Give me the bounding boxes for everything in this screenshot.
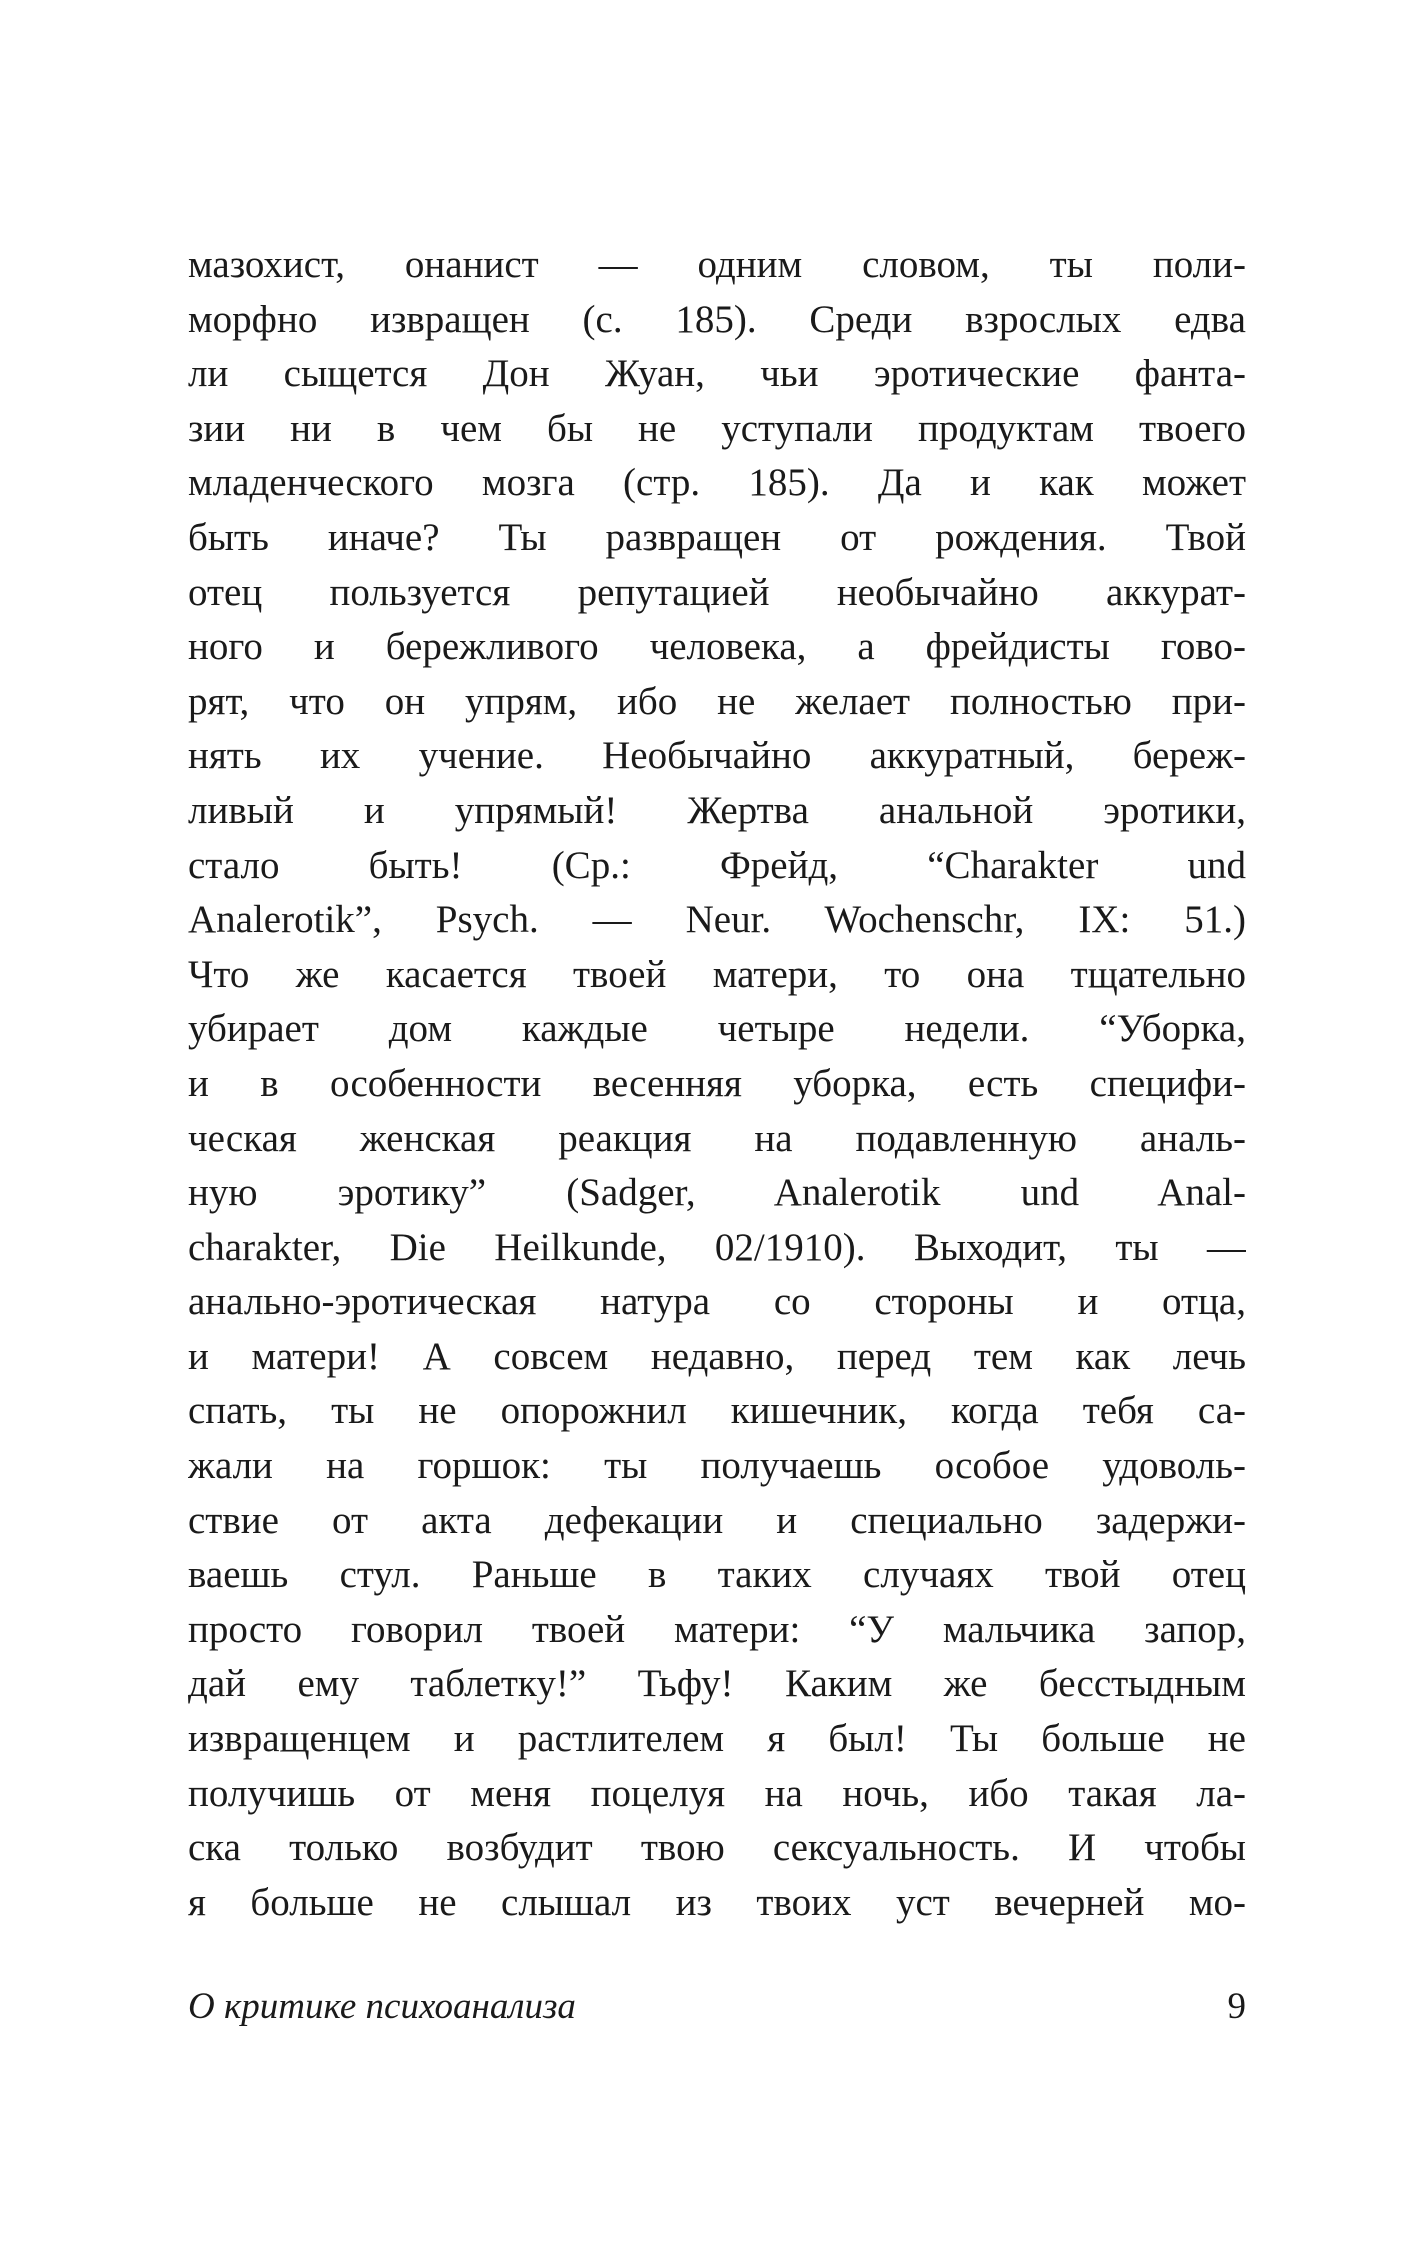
text-line: я больше не слышал из твоих уст вечерней мо- <box>188 1880 1246 1924</box>
text-line: просто говорил твоей матери: “У мальчика запор, <box>188 1607 1246 1651</box>
text-line: нять их учение. Необычайно аккуратный, береж- <box>188 734 1246 778</box>
text-line: и матери! А совсем недавно, перед тем как лечь <box>188 1334 1246 1378</box>
text-line: ваешь стул. Раньше в таких случаях твой отец <box>188 1553 1246 1597</box>
text-line: извращенцем и растлителем я был! Ты больше не <box>188 1717 1246 1761</box>
running-title: О критике психоанализа <box>188 1986 576 2027</box>
text-line: Что же касается твоей матери, то она тщательно <box>188 952 1246 996</box>
text-line: и в особенности весенняя уборка, есть специфи- <box>188 1061 1246 1105</box>
text-line: ливый и упрямый! Жертва анальной эротики, <box>188 788 1246 832</box>
page-number: 9 <box>1227 1986 1246 2027</box>
text-line: быть иначе? Ты развращен от рождения. Твой <box>188 515 1246 559</box>
text-line: ствие от акта дефекации и специально задержи- <box>188 1498 1246 1542</box>
text-line: ска только возбудит твою сексуальность. И чтобы <box>188 1826 1246 1870</box>
text-line: отец пользуется репутацией необычайно аккурат- <box>188 570 1246 614</box>
text-line: зии ни в чем бы не уступали продуктам твоего <box>188 406 1246 450</box>
page-footer <box>188 1982 1246 2032</box>
text-line: ную эротику” (Sadger, Analerotik und Anal- <box>188 1171 1246 1215</box>
text-line: ного и бережливого человека, а фрейдисты гово- <box>188 625 1246 669</box>
text-line: жали на горшок: ты получаешь особое удоволь- <box>188 1444 1246 1488</box>
text-line: рят, что он упрям, ибо не желает полностью при- <box>188 679 1246 723</box>
text-line: убирает дом каждые четыре недели. “Уборка, <box>188 1007 1246 1051</box>
text-line: ческая женская реакция на подавленную аналь- <box>188 1116 1246 1160</box>
text-line: анально-эротическая натура со стороны и отца, <box>188 1280 1246 1324</box>
text-line: Analerotik”, Psych. — Neur. Wochenschr, IX: 51.) <box>188 898 1246 942</box>
text-line: charakter, Die Heilkunde, 02/1910). Выходит, ты — <box>188 1225 1246 1269</box>
body-text <box>188 238 1246 1930</box>
text-line: ли сыщется Дон Жуан, чьи эротические фанта- <box>188 352 1246 396</box>
text-line: получишь от меня поцелуя на ночь, ибо такая ла- <box>188 1771 1246 1815</box>
text-line: морфно извращен (с. 185). Среди взрослых едва <box>188 297 1246 341</box>
text-line: младенческого мозга (стр. 185). Да и как может <box>188 461 1246 505</box>
text-line: стало быть! (Ср.: Фрейд, “Charakter und <box>188 843 1246 887</box>
text-line: мазохист, онанист — одним словом, ты поли- <box>188 243 1246 286</box>
text-line: дай ему таблетку!” Тьфу! Каким же бесстыдным <box>188 1662 1246 1706</box>
text-line: спать, ты не опорожнил кишечник, когда тебя са- <box>188 1389 1246 1433</box>
